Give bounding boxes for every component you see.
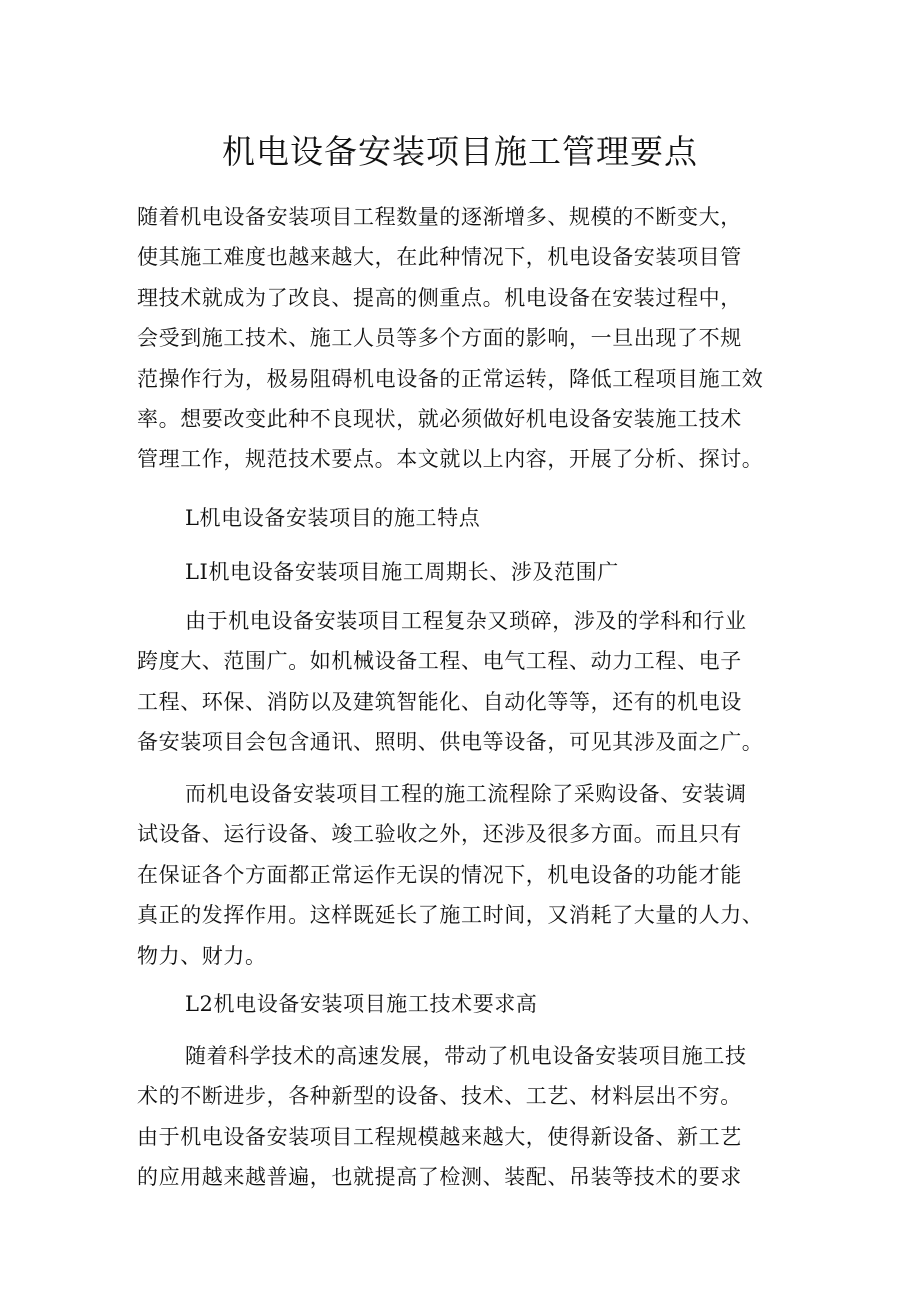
abstract-line: 管理工作，规范技术要点。本文就以上内容，开展了分析、探讨。 [137, 447, 764, 472]
paragraph-line: 备安装项目会包含通讯、照明、供电等设备，可见其涉及面之广。 [137, 730, 764, 755]
body-paragraph-2 [137, 774, 799, 976]
abstract-line: 范操作行为，极易阻碍机电设备的正常运转，降低工程项目施工效 [137, 366, 764, 391]
section-1-1-heading: LI机电设备安装项目施工周期长、涉及范围广 [185, 560, 619, 584]
paragraph-line: 由于机电设备安装项目工程规模越来越大，使得新设备、新工艺 [137, 1124, 742, 1149]
body-paragraph-1 [137, 601, 799, 763]
paragraph-line: 而机电设备安装项目工程的施工流程除了采购设备、安装调 [185, 782, 747, 806]
abstract-line: 率。想要改变此种不良现状，就必须做好机电设备安装施工技术 [137, 407, 742, 432]
abstract-paragraph [137, 197, 799, 480]
abstract-line: 理技术就成为了改良、提高的侧重点。机电设备在安装过程中， [137, 285, 742, 310]
abstract-line: 使其施工难度也越来越大，在此种情况下，机电设备安装项目管 [137, 245, 742, 270]
paragraph-line: 术的不断进步，各种新型的设备、技术、工艺、材料层出不穷。 [137, 1084, 742, 1109]
paragraph-line: 试设备、运行设备、竣工验收之外，还涉及很多方面。而且只有 [137, 822, 742, 847]
paragraph-line: 物力、财力。 [137, 943, 267, 968]
section-1-heading: L机电设备安装项目的施工特点 [185, 506, 481, 530]
paragraph-line: 跨度大、范围广。如机械设备工程、电气工程、动力工程、电子 [137, 649, 742, 674]
paragraph-line: 真正的发挥作用。这样既延长了施工时间，又消耗了大量的人力、 [137, 903, 764, 928]
section-1-2-heading: L2机电设备安装项目施工技术要求高 [185, 992, 538, 1016]
document-title: 机电设备安装项目施工管理要点 [222, 132, 698, 171]
paragraph-line: 在保证各个方面都正常运作无误的情况下，机电设备的功能才能 [137, 862, 742, 887]
abstract-line: 会受到施工技术、施工人员等多个方面的影响，一旦出现了不规 [137, 326, 742, 351]
paragraph-line: 的应用越来越普遍，也就提高了检测、装配、吊装等技术的要求 [137, 1165, 742, 1190]
paragraph-line: 由于机电设备安装项目工程复杂又琐碎，涉及的学科和行业 [185, 609, 747, 633]
body-paragraph-3 [137, 1036, 799, 1198]
abstract-line: 随着机电设备安装项目工程数量的逐渐增多、规模的不断变大， [137, 205, 742, 229]
paragraph-line: 随着科学技术的高速发展，带动了机电设备安装项目施工技 [185, 1044, 747, 1068]
paragraph-line: 工程、环保、消防以及建筑智能化、自动化等等，还有的机电设 [137, 689, 742, 714]
